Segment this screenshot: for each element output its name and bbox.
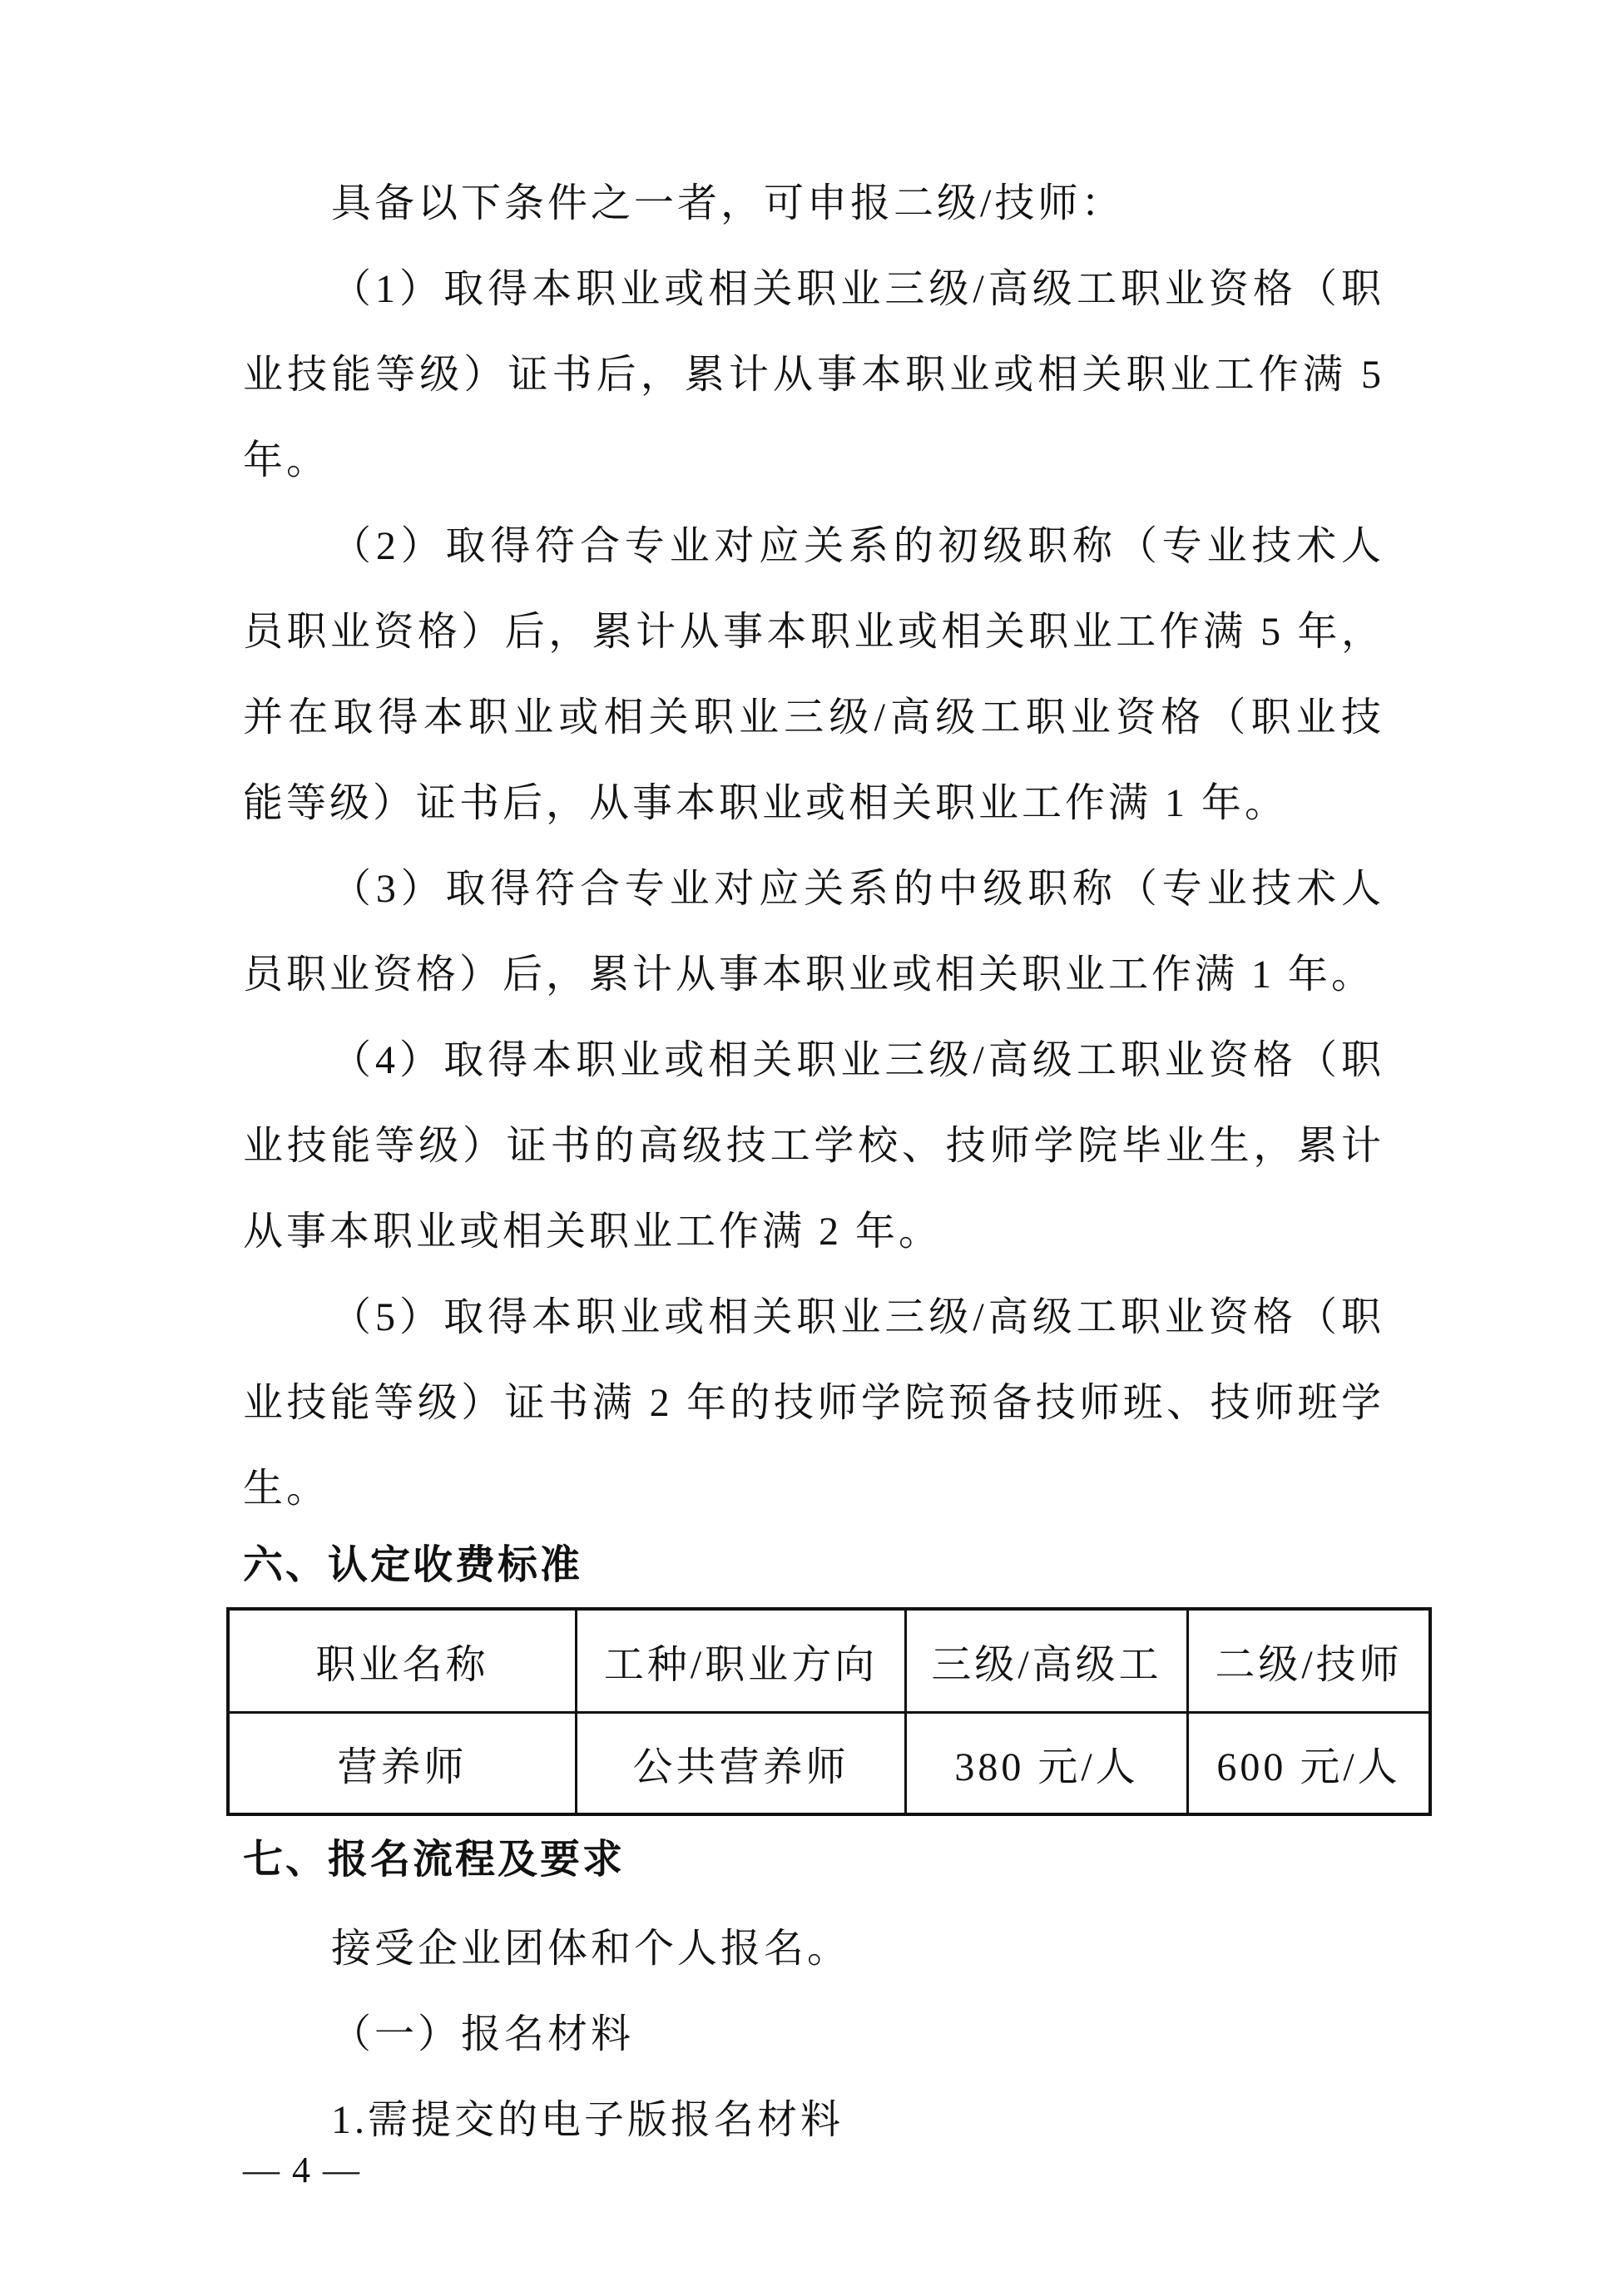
fee-table-header-row <box>228 1609 1430 1713</box>
page-number: — 4 — <box>243 2150 361 2190</box>
section-heading-fee-standard: 六、认定收费标准 <box>243 1543 583 1587</box>
body-line: （2）取得符合专业对应关系的初级职称（专业技术人 <box>331 524 1384 568</box>
body-line: （4）取得本职业或相关职业三级/高级工职业资格（职 <box>331 1038 1384 1082</box>
body-line: 年。 <box>243 438 330 482</box>
body-line: 业技能等级）证书后，累计从事本职业或相关职业工作满 5 <box>243 353 1384 397</box>
body-line: 员职业资格）后，累计从事本职业或相关职业工作满 5 年， <box>243 610 1384 654</box>
cell-level2-fee: 600 元/人 <box>1188 1713 1431 1815</box>
conditions-paragraphs <box>243 161 1384 1531</box>
cell-level3-fee: 380 元/人 <box>906 1713 1188 1815</box>
body-line: （5）取得本职业或相关职业三级/高级工职业资格（职 <box>331 1295 1384 1339</box>
body-line: 业技能等级）证书满 2 年的技师学院预备技师班、技师班学 <box>243 1381 1384 1425</box>
body-line: 具备以下条件之一者，可申报二级/技师： <box>331 181 1125 225</box>
body-line: 员职业资格）后，累计从事本职业或相关职业工作满 1 年。 <box>243 953 1375 997</box>
body-line: 生。 <box>243 1467 330 1511</box>
cell-work-type-direction: 公共营养师 <box>577 1713 906 1815</box>
col-header-level3-senior-worker: 三级/高级工 <box>906 1609 1188 1713</box>
col-header-work-type-direction: 工种/职业方向 <box>577 1609 906 1713</box>
section-heading-registration: 七、报名流程及要求 <box>243 1838 626 1882</box>
body-line: 接受企业团体和个人报名。 <box>331 1927 851 1971</box>
table-row <box>228 1713 1430 1815</box>
registration-paragraphs <box>243 1906 1384 2163</box>
cell-occupation-name: 营养师 <box>228 1713 577 1815</box>
body-line: （1）取得本职业或相关职业三级/高级工职业资格（职 <box>331 267 1384 311</box>
body-line: 业技能等级）证书的高级技工学校、技师学院毕业生，累计 <box>243 1124 1384 1168</box>
body-line: （一）报名材料 <box>331 2012 635 2056</box>
body-line: 并在取得本职业或相关职业三级/高级工职业资格（职业技 <box>243 695 1384 740</box>
col-header-level2-technician: 二级/技师 <box>1188 1609 1431 1713</box>
col-header-occupation-name: 职业名称 <box>228 1609 577 1713</box>
body-line: 能等级）证书后，从事本职业或相关职业工作满 1 年。 <box>243 781 1289 825</box>
fee-table <box>226 1607 1432 1816</box>
body-line: （3）取得符合专业对应关系的中级职称（专业技术人 <box>331 867 1384 911</box>
body-line: 从事本职业或相关职业工作满 2 年。 <box>243 1210 943 1254</box>
body-line: 1.需提交的电子版报名材料 <box>331 2098 844 2142</box>
